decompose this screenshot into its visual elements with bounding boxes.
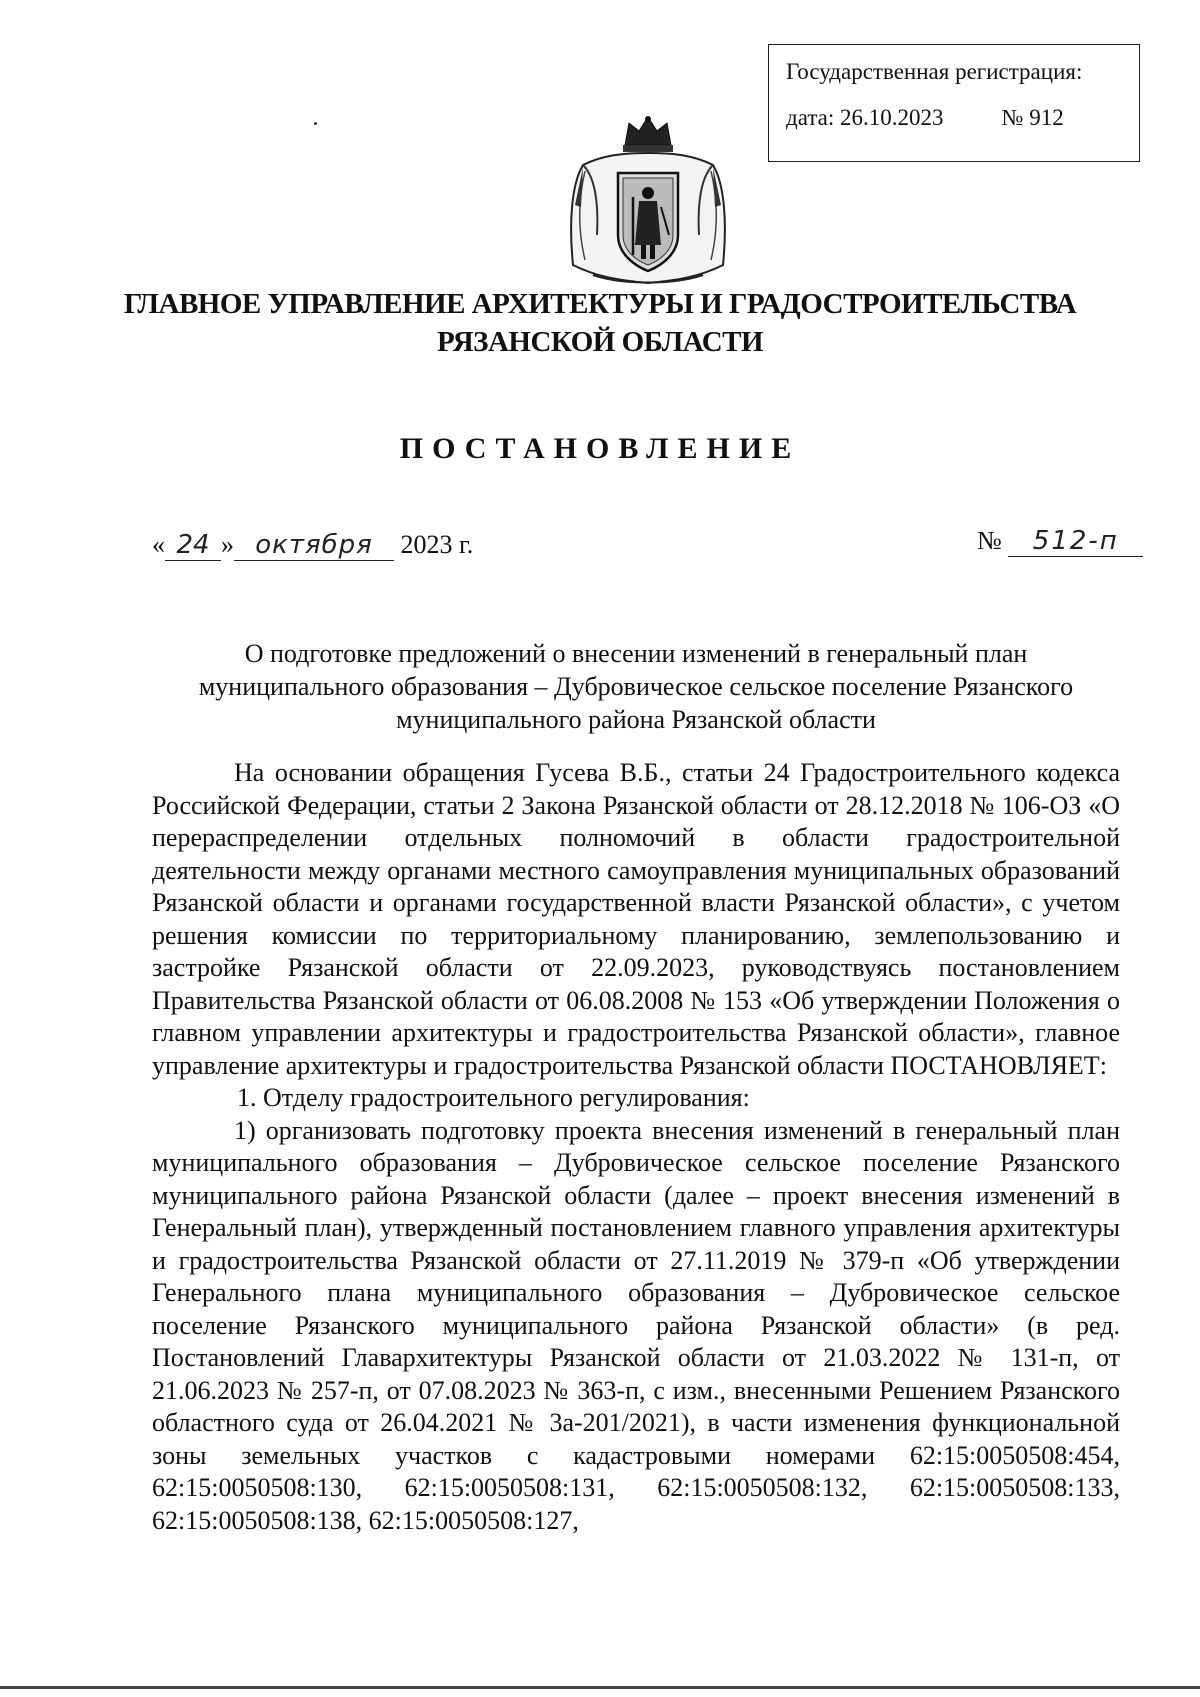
date-open-quote: « [152, 530, 165, 559]
organization-name-line-1: ГЛАВНОЕ УПРАВЛЕНИЕ АРХИТЕКТУРЫ И ГРАДОСТРОИТЕЛЬСТВА [123, 288, 1077, 320]
clause-1: 1. Отделу градостроительного регулирования: [237, 1083, 750, 1112]
registration-details [786, 105, 1139, 131]
document-number-prefix: № [977, 526, 1002, 555]
coat-of-arms-icon [563, 115, 733, 287]
document-number [977, 526, 1143, 557]
date-close-quote: » [221, 530, 234, 559]
registration-label: Государственная регистрация: [786, 59, 1083, 84]
handwritten-month: октября [234, 530, 394, 561]
document-body [152, 757, 1120, 1537]
registration-stamp [768, 44, 1140, 162]
scan-speck [314, 122, 317, 125]
document-subject: О подготовке предложений о внесении изменений в генеральный план муниципального образования – Дубровическое сельское поселение Рязанского муниципального района Рязанской области [198, 639, 1074, 734]
document-type-title: ПОСТАНОВЛЕНИЕ [399, 432, 801, 465]
handwritten-day: 24 [165, 530, 221, 561]
registration-date: дата: 26.10.2023 [786, 105, 944, 130]
preamble-paragraph: На основании обращения Гусева В.Б., статьи 24 Градостроительного кодекса Российской Федерации, статьи 2 Закона Рязанской области от 28.12.2018 № 106-ОЗ «О перераспределении отдельных полномочий в области градостроительной деятельности между органами местного самоуправления муниципальных образований Рязанской области и органами государственной власти Рязанской области», с учетом решения комиссии по территориальному планированию, землепользованию и застройке Рязанской области от 22.09.2023, руководствуясь постановлением Правительства Рязанской области от 06.08.2008 № 153 «Об утверждении Положения о главном управлении архитектуры и градостроительства Рязанской области», главное управление архитектуры и градостроительства Рязанской области ПОСТАНОВЛЯЕТ: [152, 758, 1120, 1080]
date-year: 2023 г. [400, 530, 474, 559]
handwritten-document-number: 512-п [1008, 526, 1143, 557]
document-date [152, 530, 473, 561]
page-bottom-edge [0, 1686, 1200, 1689]
clause-1-subitem-1: 1) организовать подготовку проекта внесения изменений в генеральный план муниципального образования – Дубровическое сельское поселение Рязанского муниципального района Рязанской области (далее – проект внесения изменений в Генеральный план), утвержденный постановлением главного управления архитектуры и градостроительства Рязанской области от 27.11.2019 № 379-п «Об утверждении Генерального плана муниципального образования – Дубровическое сельское поселение Рязанского муниципального района Рязанской области» (в ред. Постановлений Главархитектуры Рязанской области от 21.03.2022 № 131-п, от 21.06.2023 № 257-п, от 07.08.2023 № 363-п, с изм., внесенными Решением Рязанского областного суда от 26.04.2021 № 3а-201/2021), в части изменения функциональной зоны земельных участков с кадастровыми номерами 62:15:0050508:454, 62:15:0050508:130, 62:15:0050508:131, 62:15:0050508:132, 62:15:0050508:133, 62:15:0050508:138, 62:15:0050508:127, [152, 1115, 1120, 1535]
registration-number: № 912 [1001, 105, 1064, 130]
organization-name-line-2: РЯЗАНСКОЙ ОБЛАСТИ [436, 326, 764, 358]
